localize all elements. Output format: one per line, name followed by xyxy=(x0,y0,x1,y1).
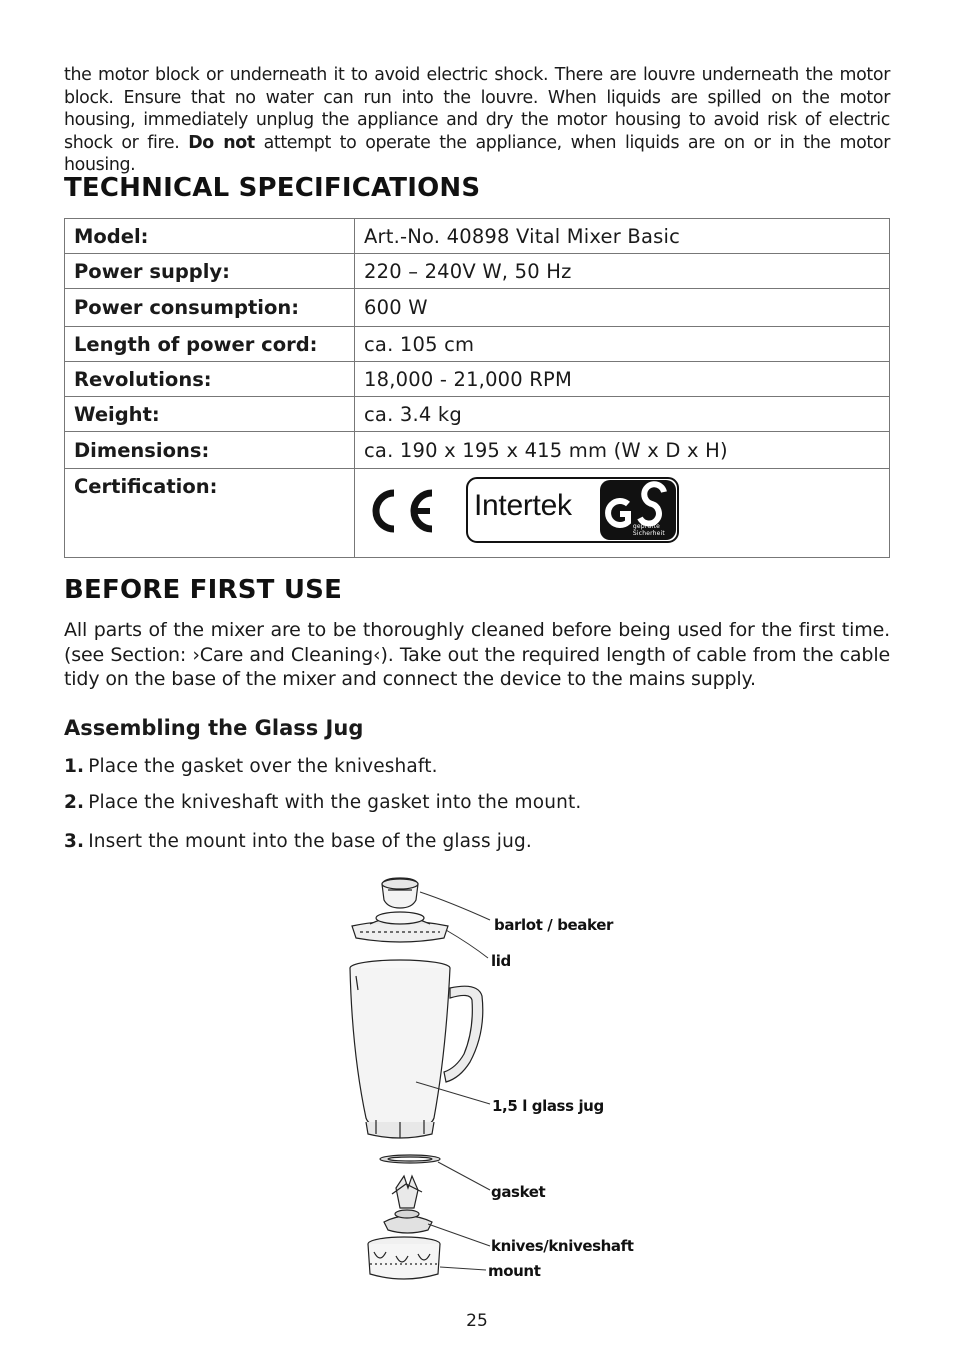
specifications-table xyxy=(64,218,890,558)
spec-label: Weight: xyxy=(65,397,355,432)
glass-jug-exploded-diagram xyxy=(340,872,660,1292)
intertek-gs-logo xyxy=(466,477,679,543)
table-row-certification xyxy=(65,469,890,558)
step-number: 3. xyxy=(64,831,85,852)
blender-parts-illustration xyxy=(340,872,660,1292)
spec-value: ca. 105 cm xyxy=(355,327,890,362)
spec-label: Model: xyxy=(65,219,355,254)
intro-text: the motor block or underneath it to avoid electric shock. There are louvre underneath the motor block. Ensure that no water can run into the louvre. When liquids are spilled on the motor housing, immediately unplug the appliance and dry the motor housing to avoid risk of electric shock or fire. xyxy=(64,65,890,153)
table-row xyxy=(65,397,890,432)
spec-value: ca. 190 x 195 x 415 mm (W x D x H) xyxy=(355,432,890,469)
list-item xyxy=(64,831,532,852)
spec-label: Dimensions: xyxy=(65,432,355,469)
gs-small-text: geprüfte Sicherheit xyxy=(632,523,665,537)
spec-label: Certification: xyxy=(65,469,355,558)
spec-value: Art.-No. 40898 Vital Mixer Basic xyxy=(355,219,890,254)
label-mount: mount xyxy=(488,1262,541,1280)
label-knives: knives/kniveshaft xyxy=(491,1237,634,1255)
table-row xyxy=(65,327,890,362)
label-barlot-beaker: barlot / beaker xyxy=(494,916,613,934)
before-first-use-heading: BEFORE FIRST USE xyxy=(64,575,343,605)
spec-label: Power consumption: xyxy=(65,289,355,327)
spec-label: Power supply: xyxy=(65,254,355,289)
page-number: 25 xyxy=(466,1311,488,1331)
beaker-cap-part xyxy=(382,878,418,908)
spec-label: Length of power cord: xyxy=(65,327,355,362)
spec-label: Revolutions: xyxy=(65,362,355,397)
intro-bold-text: Do not xyxy=(188,132,255,153)
table-row xyxy=(65,219,890,254)
intro-text-end: attempt to operate the appliance, when liquids are on or in the motor housing. xyxy=(64,132,890,175)
list-item xyxy=(64,792,581,813)
label-glass-jug: 1,5 l glass jug xyxy=(492,1097,604,1115)
step-text: Insert the mount into the base of the glass jug. xyxy=(88,831,532,852)
table-row xyxy=(65,432,890,469)
glass-jug-part xyxy=(350,960,483,1138)
table-row xyxy=(65,254,890,289)
spec-value: 18,000 - 21,000 RPM xyxy=(355,362,890,397)
step-number: 2. xyxy=(64,792,85,813)
step-number: 1. xyxy=(64,756,85,777)
intertek-logo-text: Intertek xyxy=(474,489,572,522)
technical-specifications-heading: TECHNICAL SPECIFICATIONS xyxy=(64,173,481,203)
mount-part xyxy=(368,1237,440,1279)
step-text: Place the kniveshaft with the gasket into the mount. xyxy=(88,792,582,813)
spec-value: 600 W xyxy=(355,289,890,327)
ce-mark-logo xyxy=(364,485,440,537)
step-text: Place the gasket over the kniveshaft. xyxy=(88,756,438,777)
before-first-use-paragraph: All parts of the mixer are to be thoroughly cleaned before being used for the first time. (see Section: ›Care and Cleaning‹). Take out the required length of cable from the cable tidy on the base of the mixer and connect the device to the mains supply. xyxy=(64,619,890,690)
knives-part xyxy=(384,1176,432,1233)
gasket-part xyxy=(380,1155,440,1163)
certification-logos xyxy=(364,469,880,557)
spec-value: 220 – 240V W, 50 Hz xyxy=(355,254,890,289)
table-row xyxy=(65,289,890,327)
assembling-heading: Assembling the Glass Jug xyxy=(64,716,364,740)
certification-logos-cell xyxy=(355,469,890,558)
label-gasket: gasket xyxy=(491,1183,546,1201)
lid-part xyxy=(352,912,448,942)
table-row xyxy=(65,362,890,397)
label-lid: lid xyxy=(491,952,511,970)
spec-value: ca. 3.4 kg xyxy=(355,397,890,432)
intro-paragraph xyxy=(64,64,890,177)
list-item xyxy=(64,756,438,777)
